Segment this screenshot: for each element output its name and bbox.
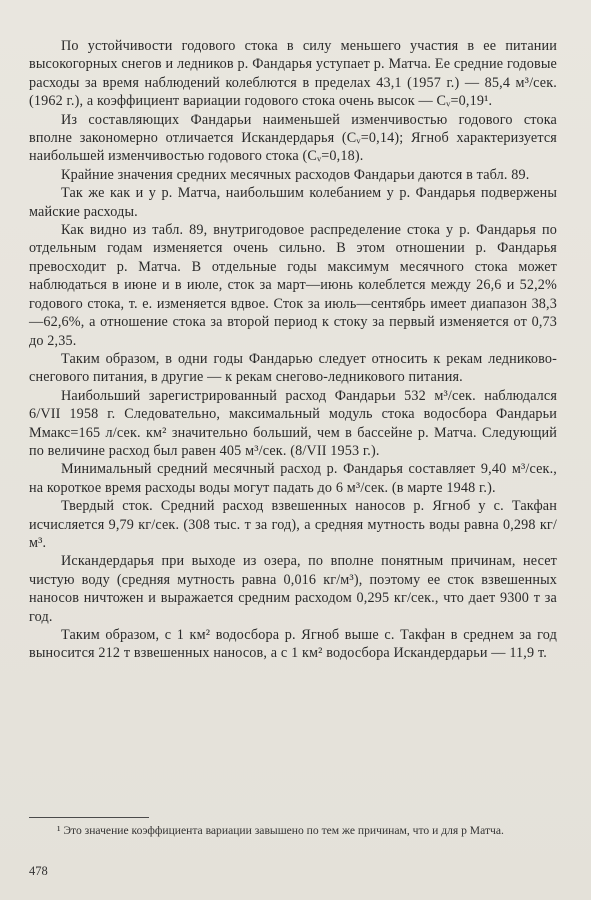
footnote: ¹ Это значение коэффициента вариации завышено по тем же причинам, что и для р Матча. bbox=[57, 824, 504, 837]
page-number: 478 bbox=[29, 864, 48, 878]
paragraph-1: По устойчивости годового стока в силу меньшего участия в ее питании высокогорных снегов и ледников р. Фандарья уступает р. Матча. Ее средние годовые расходы за время наблюдений колеблются в пределах 43,1 (1957 г.) — 85,4 м³/сек. (1962 г.), а коэффициент вариации годового стока очень высок — Cᵥ=0,19¹. bbox=[29, 38, 557, 110]
paragraph-5: Как видно из табл. 89, внутригодовое распределение стока у р. Фандарья по отдельным годам изменяется очень сильно. В этом отношении р. Фандарья превосходит р. Матча. В отдельные годы максимум месячного стока может наблюдаться в июне и в июле, сток за март—июнь колеблется между 26,6 и 52,2% годового стока, т. е. изменяется вдвое. Сток за июль—сентябрь имеет диапазон 38,3—62,6%, а отношение стока за второй период к стоку за первый изменяется от 0,73 до 2,35. bbox=[29, 222, 557, 349]
paragraph-9: Твердый сток. Средний расход взвешенных наносов р. Ягноб у с. Такфан исчисляется 9,79 кг/сек. (308 тыс. т за год), а средняя мутность воды равна 0,298 кг/м³. bbox=[29, 498, 557, 551]
paragraph-7: Наибольший зарегистрированный расход Фандарьи 532 м³/сек. наблюдался 6/VII 1958 г. Следовательно, максимальный модуль стока водосбора Фандарьи Mмакс=165 л/сек. км² значительно больший, чем в бассейне р. Матча. Следующий по величине расход был равен 405 м³/сек. (8/VII 1953 г.). bbox=[29, 387, 557, 459]
footnote-divider bbox=[29, 817, 149, 818]
paragraph-11: Таким образом, с 1 км² водосбора р. Ягноб выше с. Такфан в среднем за год выносится 212 т взвешенных наносов, а с 1 км² водосбора Искандердарьи — 11,9 т. bbox=[29, 627, 557, 662]
paragraph-6: Таким образом, в одни годы Фандарью следует относить к рекам ледниково-снегового питания, в другие — к рекам снегово-ледникового питания. bbox=[29, 350, 557, 386]
paragraph-2: Из составляющих Фандарьи наименьшей изменчивостью годового стока вполне закономерно отличается Искандердарья (Cᵥ=0,14); Ягноб характеризуется наибольшей изменчивостью годового стока (Cᵥ=0,18). bbox=[29, 111, 557, 165]
page-body bbox=[29, 37, 557, 663]
paragraph-8: Минимальный средний месячный расход р. Фандарья составляет 9,40 м³/сек., на короткое время расходы воды могут падать до 6 м³/сек. (в марте 1948 г.). bbox=[29, 461, 557, 496]
paragraph-10: Искандердарья при выходе из озера, по вполне понятным причинам, несет чистую воду (средняя мутность равна 0,016 кг/м³), поэтому ее сток взвешенных наносов ничтожен и выражается средним расходом 0,295 кг/сек., что дает 9300 т за год. bbox=[29, 553, 557, 625]
paragraph-4: Так же как и у р. Матча, наибольшим колебанием у р. Фандарья подвержены майские расходы. bbox=[29, 185, 557, 220]
paragraph-3: Крайние значения средних месячных расходов Фандарьи даются в табл. 89. bbox=[61, 166, 530, 183]
